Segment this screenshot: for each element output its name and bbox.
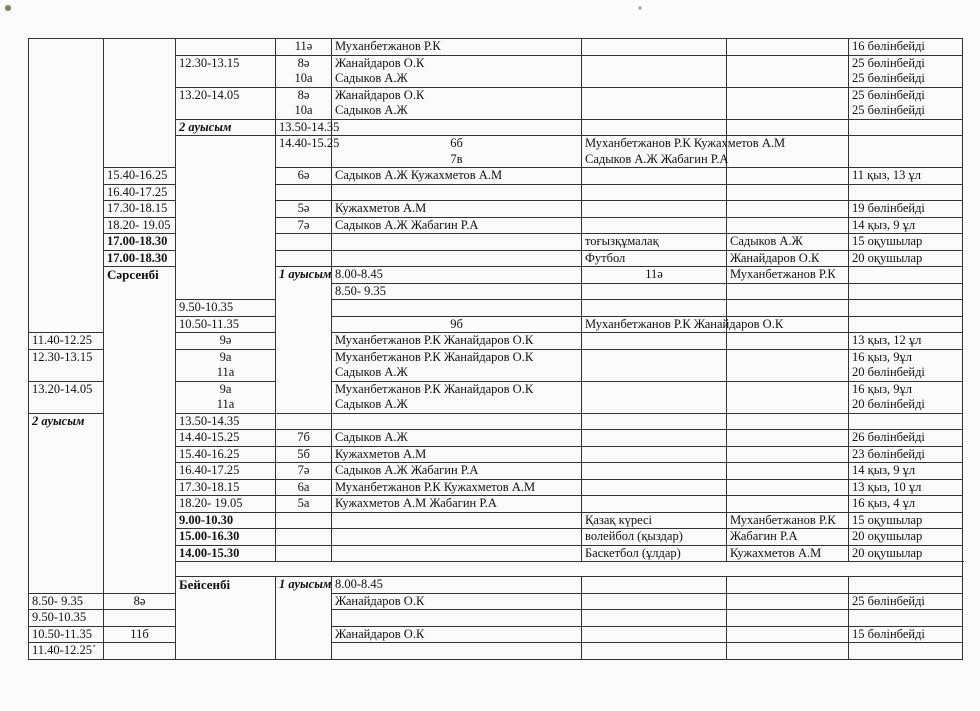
time-cell: 17.00-18.30 [104, 250, 176, 267]
class-cell [276, 250, 332, 267]
note-cell [849, 184, 963, 201]
leader-cell [727, 430, 849, 447]
class-label: 5ә [297, 201, 310, 215]
teacher-cell [332, 168, 582, 185]
activity-cell [582, 430, 727, 447]
activity-cell [849, 267, 963, 284]
note-text: 14 қыз, 9 ұл [852, 463, 916, 477]
leader-cell [727, 168, 849, 185]
day-cell: Сәрсенбі [104, 267, 176, 594]
teacher-name: Садыков А.Ж [335, 365, 408, 379]
class-label: 7б [297, 430, 310, 444]
teacher-cell [332, 39, 582, 56]
class-cell [582, 283, 727, 300]
note-cell [849, 512, 963, 529]
teacher-cell [332, 184, 582, 201]
leader-cell [727, 479, 849, 496]
note-text: 25 бөлінбейді [852, 87, 925, 102]
leader-cell [727, 496, 849, 513]
class-cell [276, 545, 332, 562]
leader-cell [727, 463, 849, 480]
scan-dot-mark [5, 5, 11, 11]
class-cell [276, 39, 332, 56]
activity-cell: тоғызқұмалақ [582, 234, 727, 251]
time-cell: 8.00-8.45 [332, 267, 582, 284]
class-cell [276, 234, 332, 251]
shift-cell: 1 ауысым [276, 577, 332, 660]
activity-cell [582, 446, 727, 463]
class-label: 11ә [294, 39, 313, 53]
teacher-cell [727, 267, 849, 284]
leader-cell [849, 136, 963, 168]
scan-dot-mark [639, 7, 642, 10]
note-text: 13 қыз, 12 ұл [852, 333, 922, 347]
note-text: 16 қыз, 9ұл [852, 349, 913, 364]
note-text: 16 қыз, 9ұл [852, 381, 913, 396]
note-cell [849, 201, 963, 218]
time-cell: 18.20- 19.05 [104, 217, 176, 234]
table-row [29, 234, 963, 251]
empty-separator-row [176, 562, 963, 577]
class-label: 9а [219, 381, 232, 396]
time-cell: 15.40-16.25 [104, 168, 176, 185]
class-cell [276, 184, 332, 201]
leader-cell [727, 626, 849, 643]
teacher-cell [332, 463, 582, 480]
note-text: 25 бөлінбейді [852, 71, 925, 85]
activity-cell [582, 593, 727, 610]
teacher-name: Кужахметов А.М [335, 446, 427, 461]
table-row [29, 250, 963, 267]
note-cell [849, 610, 963, 627]
activity-cell [582, 610, 727, 627]
note-text: 11 қыз, 13 ұл [852, 168, 921, 182]
schedule-body [29, 39, 963, 660]
note-text: 20 оқушылар [852, 250, 923, 265]
shift-cell: 2 ауысым [176, 119, 276, 136]
teacher-cell [332, 333, 582, 350]
note-text: 20 оқушылар [852, 545, 923, 560]
time-cell: 13.20-14.05 [29, 381, 104, 413]
note-text: 15 оқушылар [852, 234, 923, 248]
time-cell: 11.40-12.25´ [29, 643, 104, 660]
note-text: 15 бөлінбейді [852, 626, 925, 641]
class-cell [276, 87, 332, 119]
activity-cell [582, 39, 727, 56]
class-label: 9б [450, 316, 463, 331]
teacher-cell [332, 496, 582, 513]
note-cell [849, 333, 963, 350]
shift-cell: 2 ауысым [29, 413, 104, 593]
class-cell [332, 316, 582, 333]
note-text: 23 бөлінбейді [852, 446, 925, 461]
note-text: 20 бөлінбейді [852, 397, 925, 411]
activity-cell: Қазақ күресі [582, 512, 727, 529]
class-label: 10а [294, 103, 313, 117]
class-cell [582, 267, 727, 284]
leader-cell: Садыков А.Ж [727, 234, 849, 251]
time-cell: 14.40-15.25 [176, 430, 276, 447]
table-row [29, 217, 963, 234]
teacher-cell [582, 119, 727, 136]
class-label: 6ә [297, 168, 310, 182]
time-cell: 8.50- 9.35 [332, 283, 582, 300]
time-cell: 15.40-16.25 [176, 446, 276, 463]
time-cell: 10.50-11.35 [176, 316, 276, 333]
table-row [29, 593, 963, 610]
teacher-cell [332, 381, 582, 413]
class-label: 5а [297, 496, 310, 510]
class-label: 5б [297, 446, 310, 461]
time-cell: 13.20-14.05 [176, 87, 276, 119]
class-cell [276, 430, 332, 447]
class-label: 7ә [297, 463, 310, 477]
note-text: 13 қыз, 10 ұл [852, 479, 922, 494]
teacher-cell [727, 283, 849, 300]
class-cell [176, 381, 276, 413]
time-cell: 14.40-15.25 [276, 136, 332, 168]
class-cell [276, 512, 332, 529]
activity-cell [582, 217, 727, 234]
class-cell [332, 300, 582, 317]
time-cell: 17.30-18.15 [176, 479, 276, 496]
note-text: 14 қыз, 9 ұл [852, 217, 916, 232]
teacher-cell [332, 610, 582, 627]
note-cell [849, 87, 963, 119]
class-cell [104, 610, 176, 627]
teacher-name: Муханбетжанов Р.К Жанайдаров О.К [335, 333, 534, 347]
teacher-cell [332, 430, 582, 447]
note-text: 20 бөлінбейді [852, 365, 925, 379]
note-cell [849, 381, 963, 413]
time-cell: 16.40-17.25 [104, 184, 176, 201]
activity-cell [582, 626, 727, 643]
leader-cell [727, 643, 849, 660]
note-cell [849, 349, 963, 381]
activity-cell [582, 87, 727, 119]
time-cell: 9.00-10.30 [176, 512, 276, 529]
activity-cell [582, 381, 727, 413]
class-label: 11а [216, 365, 235, 379]
note-text: 19 бөлінбейді [852, 201, 925, 215]
class-label: 9ә [219, 333, 232, 347]
leader-cell [849, 316, 963, 333]
class-label: 7ә [297, 217, 310, 232]
teacher-name: Садыков А.Ж [335, 397, 408, 411]
class-cell [176, 333, 276, 350]
note-text: 15 оқушылар [852, 512, 923, 527]
class-cell [276, 463, 332, 480]
table-row [29, 267, 963, 284]
time-cell: 17.30-18.15 [104, 201, 176, 218]
activity-cell [582, 496, 727, 513]
shift-cell [104, 39, 176, 168]
class-label: 11б [130, 626, 149, 641]
activity-cell [582, 479, 727, 496]
leader-cell [727, 349, 849, 381]
leader-cell: Жанайдаров О.К [727, 250, 849, 267]
teacher-name: Садыков А.Ж [335, 430, 408, 444]
teacher-cell [332, 250, 582, 267]
activity-cell [582, 333, 727, 350]
activity-cell [727, 300, 849, 317]
note-cell [849, 529, 963, 546]
teacher-name: Муханбетжанов Р.К Жанайдаров О.К [335, 381, 534, 396]
time-cell: 12.30-13.15 [29, 349, 104, 381]
teacher-name: Садыков А.Ж Жабагин Р.А [585, 151, 729, 166]
note-cell [849, 413, 963, 430]
time-cell: 17.00-18.30 [104, 234, 176, 251]
note-cell [849, 626, 963, 643]
teacher-name: Жанайдаров О.К [335, 626, 425, 641]
teacher-cell [582, 136, 786, 168]
teacher-cell [332, 349, 582, 381]
note-cell [849, 430, 963, 447]
teacher-cell [332, 529, 582, 546]
note-cell [849, 479, 963, 496]
leader-cell: Муханбетжанов Р.К [727, 512, 849, 529]
leader-cell [727, 55, 849, 87]
class-label: 8ә [297, 87, 310, 102]
time-cell [176, 39, 276, 56]
activity-cell [582, 168, 727, 185]
teacher-name: Кужахметов А.М [335, 201, 427, 215]
teacher-cell [332, 234, 582, 251]
note-cell [849, 168, 963, 185]
teacher-cell [332, 413, 582, 430]
leader-cell [727, 610, 849, 627]
teacher-cell [582, 316, 784, 333]
note-cell [849, 217, 963, 234]
activity-cell [849, 577, 963, 594]
class-cell [276, 55, 332, 87]
time-cell: 11.40-12.25 [29, 333, 104, 350]
teacher-name: Муханбетжанов Р.К Кужахметов А.М [585, 136, 786, 150]
day-cell: Бейсенбі [176, 577, 276, 660]
activity-cell [582, 463, 727, 480]
teacher-name: Жанайдаров О.К [335, 593, 425, 608]
class-label: 9а [219, 349, 232, 364]
time-cell: 15.00-16.30 [176, 529, 276, 546]
class-cell [276, 413, 332, 430]
table-row [29, 626, 963, 643]
class-cell [332, 119, 582, 136]
class-label: 10а [294, 71, 313, 85]
leader-cell: Кужахметов А.М [727, 545, 849, 562]
time-cell: 13.50-14.35 [176, 413, 276, 430]
activity-cell [582, 413, 727, 430]
note-cell [849, 463, 963, 480]
note-cell [849, 446, 963, 463]
class-label: 8ә [297, 55, 310, 70]
class-cell [276, 168, 332, 185]
day-cell [29, 39, 104, 333]
teacher-name: Кужахметов А.М Жабагин Р.А [335, 496, 497, 510]
note-text: 16 бөлінбейді [852, 39, 925, 53]
teacher-name: Муханбетжанов Р.К Жанайдаров О.К [335, 349, 534, 364]
leader-cell [727, 381, 849, 413]
teacher-cell [332, 201, 582, 218]
teacher-cell [582, 300, 727, 317]
leader-cell [727, 593, 849, 610]
time-cell: 9.50-10.35 [176, 300, 276, 317]
time-cell: 10.50-11.35 [29, 626, 104, 643]
table-row [29, 39, 963, 56]
leader-cell [727, 446, 849, 463]
class-cell [176, 349, 276, 381]
class-cell [276, 446, 332, 463]
leader-cell [727, 39, 849, 56]
shift-cell: 1 ауысым [276, 267, 332, 414]
table-row [29, 643, 963, 660]
leader-cell: Жабагин Р.А [727, 529, 849, 546]
teacher-name: Муханбетжанов Р.К Кужахметов А.М [335, 479, 536, 494]
teacher-name: Садыков А.Ж [335, 103, 408, 117]
activity-cell [582, 643, 727, 660]
time-cell: 8.00-8.45 [332, 577, 582, 594]
teacher-cell [332, 626, 582, 643]
time-cell: 16.40-17.25 [176, 463, 276, 480]
activity-cell [582, 201, 727, 218]
time-cell: 13.50-14.35 [276, 119, 332, 136]
teacher-name: Садыков А.Ж Кужахметов А.М [335, 168, 503, 182]
note-text: 26 бөлінбейді [852, 430, 925, 444]
teacher-cell [332, 643, 582, 660]
teacher-name: Садыков А.Ж Жабагин Р.А [335, 463, 479, 477]
class-cell [104, 593, 176, 610]
teacher-cell [727, 577, 849, 594]
leader-cell [727, 184, 849, 201]
schedule-table [28, 38, 963, 660]
time-cell: 18.20- 19.05 [176, 496, 276, 513]
table-row [29, 168, 963, 185]
time-cell: 14.00-15.30 [176, 545, 276, 562]
note-text: 25 бөлінбейді [852, 593, 925, 608]
teacher-cell [332, 446, 582, 463]
activity-cell [582, 349, 727, 381]
time-cell: 12.30-13.15 [176, 55, 276, 87]
class-label: 11ә [645, 267, 663, 281]
activity-cell [849, 283, 963, 300]
note-cell [849, 593, 963, 610]
teacher-cell [332, 545, 582, 562]
teacher-cell [332, 217, 582, 234]
activity-cell: Баскетбол (ұлдар) [582, 545, 727, 562]
note-cell [849, 250, 963, 267]
note-text: 16 қыз, 4 ұл [852, 496, 916, 510]
teacher-cell [332, 593, 582, 610]
teacher-name: Муханбетжанов Р.К Жанайдаров О.К [585, 316, 784, 331]
class-cell [276, 479, 332, 496]
teacher-name: Жанайдаров О.К [335, 87, 425, 102]
class-cell [104, 626, 176, 643]
leader-cell [849, 300, 963, 317]
class-label: 8ә [133, 593, 146, 608]
leader-cell [727, 87, 849, 119]
class-label: 6а [297, 479, 310, 494]
teacher-name: Жанайдаров О.К [335, 55, 425, 70]
activity-cell: Футбол [582, 250, 727, 267]
note-text: 25 бөлінбейді [852, 55, 925, 70]
class-label: 11а [216, 397, 235, 411]
teacher-name: Садыков А.Ж [335, 71, 408, 85]
leader-cell [727, 413, 849, 430]
leader-cell [727, 201, 849, 218]
note-cell [849, 643, 963, 660]
teacher-name: Муханбетжанов Р.К [730, 267, 836, 281]
note-cell [849, 496, 963, 513]
leader-cell [727, 217, 849, 234]
time-cell: 9.50-10.35 [29, 610, 104, 627]
note-cell [849, 234, 963, 251]
teacher-cell [332, 87, 582, 119]
note-cell [849, 55, 963, 87]
teacher-cell [332, 55, 582, 87]
activity-cell [582, 184, 727, 201]
note-cell [849, 545, 963, 562]
activity-cell [727, 119, 849, 136]
class-cell [332, 136, 582, 168]
activity-cell: волейбол (қыздар) [582, 529, 727, 546]
time-cell: 8.50- 9.35 [29, 593, 104, 610]
leader-cell [727, 333, 849, 350]
teacher-name: Муханбетжанов Р.К [335, 39, 441, 53]
note-text: 25 бөлінбейді [852, 103, 925, 117]
class-cell [276, 496, 332, 513]
class-cell [276, 529, 332, 546]
shift-cell [176, 136, 276, 300]
teacher-cell [332, 512, 582, 529]
class-cell [104, 643, 176, 660]
note-cell [849, 39, 963, 56]
table-row [29, 610, 963, 627]
teacher-cell [332, 479, 582, 496]
note-text: 20 оқушылар [852, 529, 923, 543]
table-row [29, 184, 963, 201]
class-label: 6б [450, 136, 463, 150]
teacher-name: Садыков А.Ж Жабагин Р.А [335, 217, 479, 232]
class-cell [582, 577, 727, 594]
leader-cell [849, 119, 963, 136]
activity-cell [582, 55, 727, 87]
table-row [29, 201, 963, 218]
class-cell [276, 201, 332, 218]
class-cell [276, 217, 332, 234]
class-label: 7в [450, 151, 463, 166]
